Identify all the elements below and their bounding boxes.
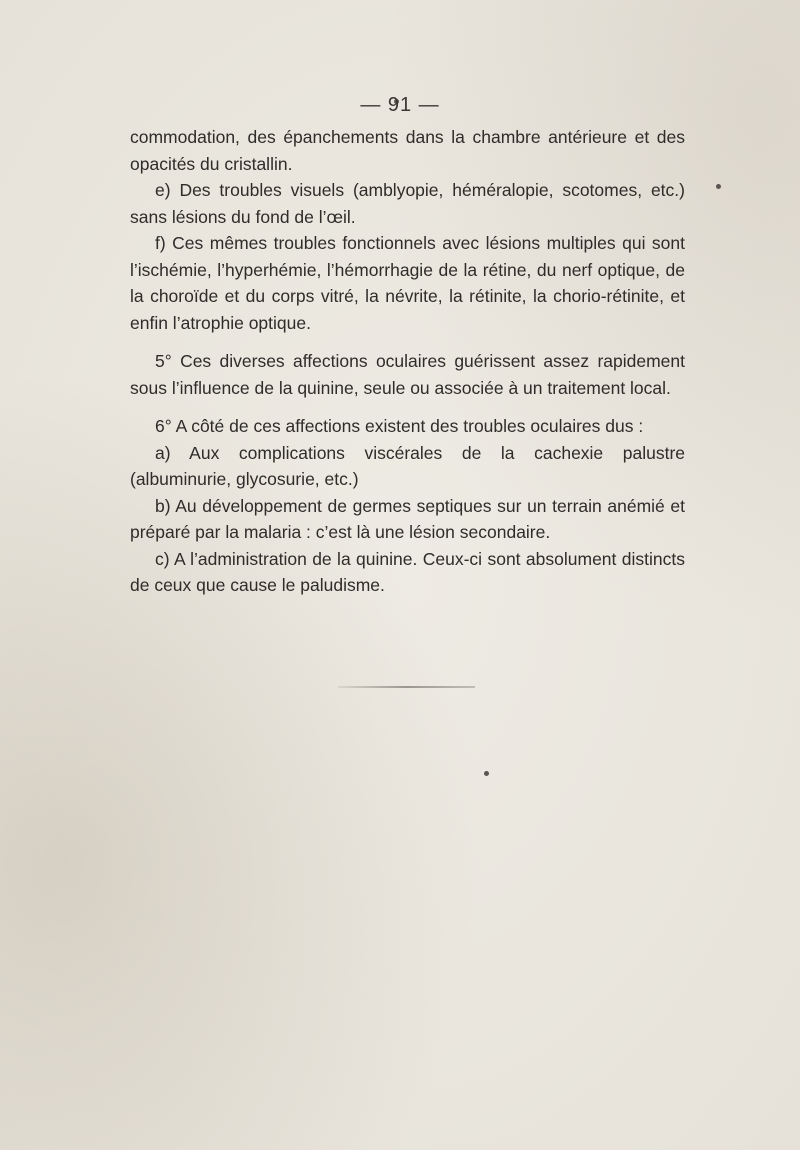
paragraph-continuation: commodation, des épanchements dans la chambre antérieure et des opacités du cristallin. xyxy=(130,127,685,174)
body-text xyxy=(130,124,685,599)
page-number: — 91 — xyxy=(360,94,440,116)
paragraph-f: f) Ces mêmes troubles fonctionnels avec lésions multiples qui sont l’ischémie, l’hyperhémie, l’hémorrhagie de la rétine, du nerf optique, de la choroïde et du corps vitré, la névrite, la rétinite, la chorio-rétinite, et enfin l’atrophie optique. xyxy=(130,233,685,333)
end-rule xyxy=(338,686,475,688)
paragraph-a: a) Aux complications viscérales de la cachexie palustre (albuminurie, glycosurie, etc.) xyxy=(130,442,685,489)
paragraph-b: b) Au développement de germes septiques sur un terrain anémié et préparé par la malaria : c’est là une lésion secondaire. xyxy=(130,495,685,542)
ink-speck xyxy=(716,184,721,189)
paragraph-c: c) A l’administration de la quinine. Ceux-ci sont absolument distincts de ceux que cause le paludisme. xyxy=(130,548,685,595)
paragraph-6: 6° A côté de ces affections existent des troubles oculaires dus : xyxy=(155,416,644,436)
ink-speck xyxy=(484,771,489,776)
paragraph-e: e) Des troubles visuels (amblyopie, héméralopie, scotomes, etc.) sans lésions du fond de l’œil. xyxy=(130,180,685,227)
paragraph-5: 5° Ces diverses affections oculaires guérissent assez rapidement sous l’influence de la quinine, seule ou associée à un traitement local. xyxy=(130,351,685,398)
